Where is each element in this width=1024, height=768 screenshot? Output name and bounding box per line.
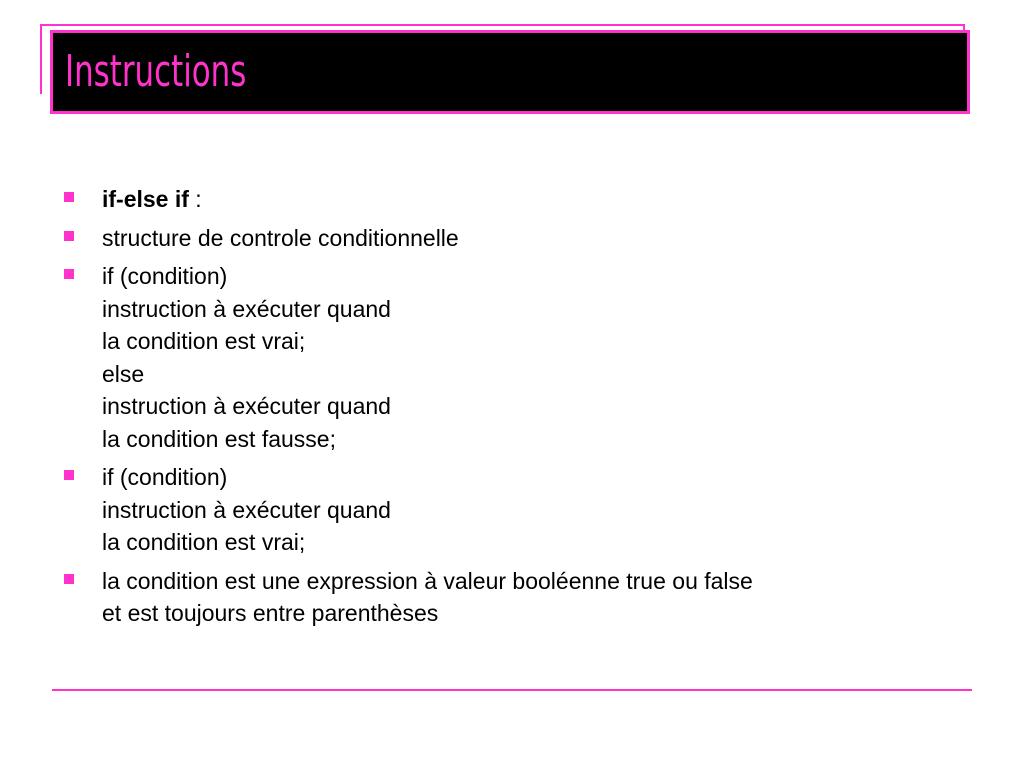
slide-title: Instructions <box>65 46 247 97</box>
square-bullet-icon <box>64 231 74 241</box>
list-item <box>60 222 980 255</box>
bullet-bold-text: if-else if <box>102 186 189 212</box>
bullet-text: : <box>188 186 202 212</box>
decorative-left-line <box>40 24 42 94</box>
bullet-text: if (condition) instruction à exécuter quand la condition est vrai; else instruction à exécuter quand la condition est fausse; <box>102 263 391 452</box>
title-banner <box>50 30 970 114</box>
decorative-top-line <box>40 24 965 26</box>
bullet-list <box>60 183 980 636</box>
square-bullet-icon <box>64 574 74 584</box>
bottom-divider <box>52 689 972 691</box>
list-item <box>60 565 980 630</box>
bullet-text: structure de controle conditionnelle <box>102 224 459 251</box>
bullet-text: la condition est une expression à valeur booléenne true ou false et est toujours entre parenthèses <box>102 567 753 626</box>
list-item <box>60 183 980 216</box>
square-bullet-icon <box>64 470 74 480</box>
list-item <box>60 260 980 455</box>
square-bullet-icon <box>64 269 74 279</box>
square-bullet-icon <box>64 192 74 202</box>
list-item <box>60 461 980 559</box>
bullet-text: if (condition) instruction à exécuter quand la condition est vrai; <box>102 464 391 555</box>
